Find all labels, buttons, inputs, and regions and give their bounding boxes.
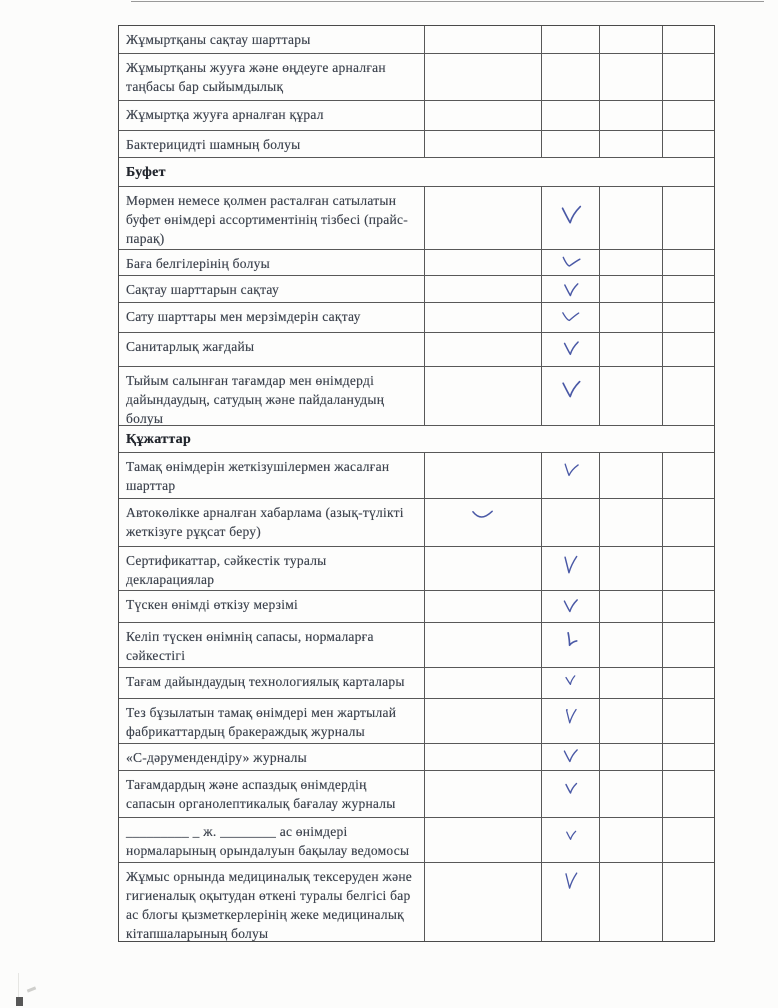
checkmark-icon (562, 748, 579, 764)
table-row (119, 54, 714, 101)
row-label: Келіп түскен өнімнің сапасы, нормаларға сәйкестігі (126, 629, 374, 664)
row-label: Тез бұзылатын тамақ өнімдері мен жартылай фабрикаттардың бракераждық журналы (126, 705, 397, 740)
checkmark-icon (564, 707, 578, 726)
checkmark-icon (565, 830, 577, 841)
table-row (119, 367, 714, 426)
row-label: Тағамдардың және аспаздық өнімдердің сапасын органолептикалық бағалау журналы (126, 777, 396, 812)
table-row (119, 668, 714, 699)
checkmark-icon (561, 309, 581, 323)
row-label: Бактерицидті шамның болуы (126, 137, 301, 152)
scan-artifact-top-line (131, 1, 764, 2)
table-row (119, 771, 714, 818)
checkmark-icon (562, 597, 579, 615)
section-header-bufet (119, 158, 714, 187)
table-row (119, 818, 714, 863)
table-row (119, 26, 714, 54)
checkmark-icon (560, 461, 581, 480)
row-label: Мөрмен немесе қолмен расталған сатылатын буфет өнімдері ассортиментінің тізбесі (прайс-парақ) (126, 193, 408, 247)
checkmark-icon (562, 282, 580, 298)
row-label: Жұмыртқа жууға арналған құрал (126, 107, 324, 122)
inspection-checklist-table (118, 25, 715, 942)
section-title: Буфет (126, 165, 166, 180)
table-row (119, 699, 714, 744)
table-row (119, 250, 714, 276)
table-row (119, 744, 714, 771)
section-header-kuzhattar (119, 426, 714, 453)
table-row (119, 499, 714, 547)
checkmark-icon (560, 255, 582, 270)
row-label: Тамақ өнімдерін жеткізушілермен жасалған шарттар (126, 459, 390, 494)
table-row (119, 101, 714, 131)
checkmark-icon (564, 782, 578, 795)
table-row (119, 187, 714, 250)
checkmark-icon (559, 204, 583, 226)
scan-artifact-line (18, 973, 19, 998)
section-title: Құжаттар (126, 432, 192, 447)
row-label: Тағам дайындаудың технологиялық карталары (126, 674, 405, 689)
checkmark-icon (562, 871, 580, 891)
checkmark-icon (562, 554, 579, 576)
scan-artifact-mark (16, 997, 23, 1006)
table-row (119, 453, 714, 499)
curved-stroke-icon (470, 509, 496, 520)
row-label: Сертификаттар, сәйкестік туралы декларациялар (126, 553, 327, 588)
table-row (119, 863, 714, 941)
row-label: Жұмыс орнында медициналық тексеруден және гигиеналық оқытудан өткені туралы белгісі бар ас блогы қызметкерлерінің жеке медициналық кітапшаларының болуы (126, 869, 413, 942)
row-label: Жұмыртқаны сақтау шарттары (126, 32, 311, 47)
checkmark-icon (564, 674, 578, 686)
row-label: Тыйым салынған тағамдар мен өнімдерді дайындаудың, сатудың және пайдаланудың болуы (126, 373, 385, 427)
table-row (119, 303, 714, 333)
checkmark-icon (560, 379, 582, 400)
row-label: Баға белгілерінің болуы (126, 256, 270, 271)
row-label: Жұмыртқаны жууға және өңдеуге арналған таңбасы бар сыйымдылық (126, 60, 386, 95)
row-label: Сақтау шарттарын сақтау (126, 282, 279, 297)
row-label: Санитарлық жағдайы (126, 339, 255, 354)
row-label: Сату шарттары мен мерзімдерін сақтау (126, 309, 361, 324)
table-row (119, 623, 714, 668)
table-row (119, 591, 714, 623)
row-label: Түскен өнімді өткізу мерзімі (126, 597, 299, 612)
row-label: _________ _ ж. ________ ас өнімдері нормаларының орындалуын бақылау ведомосы (126, 824, 410, 859)
table-row (119, 547, 714, 591)
table-row (119, 276, 714, 303)
table-row (119, 333, 714, 367)
table-row (119, 131, 714, 158)
checkmark-icon (562, 340, 580, 357)
row-label: «С-дәрумендендіру» журналы (126, 750, 307, 765)
hook-checkmark-icon (564, 631, 578, 649)
row-label: Автокөлікке арналған хабарлама (азық-түлікті жеткізуге рұқсат беру) (126, 505, 404, 540)
scan-artifact-smudge (27, 986, 36, 992)
